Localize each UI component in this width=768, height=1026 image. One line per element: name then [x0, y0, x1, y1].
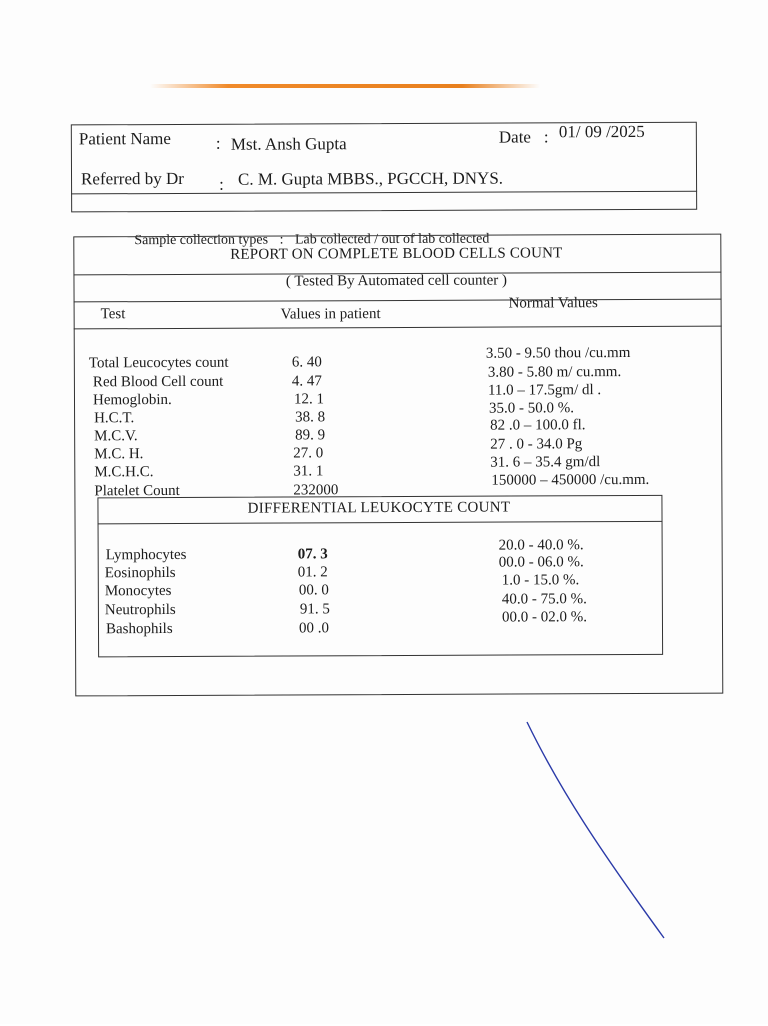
normal-range: 31. 6 – 35.4 gm/dl [490, 453, 600, 471]
test-value: 38. 8 [295, 408, 325, 426]
colon: : [219, 175, 224, 195]
test-value: 01. 2 [298, 563, 328, 581]
referred-label: Referred by Dr [81, 169, 184, 189]
normal-range: 20.0 - 40.0 %. [499, 536, 584, 554]
test-value: 91. 5 [300, 600, 330, 618]
colon: : [544, 127, 549, 147]
test-value: 6. 40 [292, 353, 322, 371]
column-test: Test [101, 306, 126, 323]
normal-range: 11.0 – 17.5gm/ dl . [488, 381, 601, 399]
normal-range: 3.50 - 9.50 thou /cu.mm [486, 344, 631, 363]
test-name: M.C.V. [94, 427, 138, 445]
differential-title: DIFFERENTIAL LEUKOCYTE COUNT [97, 499, 660, 518]
test-name: Red Blood Cell count [93, 373, 223, 392]
report-subtitle: ( Tested By Automated cell counter ) [73, 272, 719, 292]
normal-range: 00.0 - 02.0 %. [502, 608, 587, 626]
normal-range: 00.0 - 06.0 %. [499, 553, 584, 571]
test-name: Neutrophils [105, 601, 176, 619]
normal-range: 82 .0 – 100.0 fl. [490, 416, 585, 434]
test-value: 31. 1 [293, 462, 323, 480]
column-values: Values in patient [281, 306, 381, 323]
test-name: M.C. H. [94, 445, 143, 463]
test-name: Bashophils [106, 620, 173, 638]
test-name: Total Leucocytes count [89, 354, 229, 373]
test-value: 232000 [293, 481, 338, 499]
normal-range: 35.0 - 50.0 %. [489, 399, 574, 417]
date-label: Date [499, 127, 531, 147]
test-name: Monocytes [105, 582, 172, 600]
test-name: Eosinophils [105, 564, 176, 582]
test-value: 07. 3 [298, 545, 328, 563]
test-value: 27. 0 [293, 444, 323, 462]
test-name: H.C.T. [94, 409, 134, 427]
colon: : [216, 134, 221, 154]
referred-value: C. M. Gupta MBBS., PGCCH, DNYS. [238, 169, 503, 190]
pen-line [527, 722, 664, 938]
normal-range: 3.80 - 5.80 m/ cu.mm. [488, 363, 621, 382]
colon: : [280, 233, 284, 248]
test-value: 00 .0 [299, 619, 329, 637]
test-value: 12. 1 [294, 390, 324, 408]
test-name: Lymphocytes [106, 546, 187, 564]
test-value: 00. 0 [299, 581, 329, 599]
sample-label: Sample collection types [134, 233, 268, 249]
test-name: M.C.H.C. [94, 463, 153, 481]
sample-value: Lab collected / out of lab collected [295, 232, 489, 248]
test-name: Platelet Count [94, 482, 179, 500]
test-name: Hemoglobin. [93, 391, 172, 409]
column-normal: Normal Values [509, 295, 598, 312]
test-value: 4. 47 [292, 372, 322, 390]
date-value: 01/ 09 /2025 [559, 122, 645, 142]
report-title: REPORT ON COMPLETE BLOOD CELLS COUNT [73, 245, 719, 265]
normal-range: 27 . 0 - 34.0 Pg [490, 435, 582, 453]
normal-range: 40.0 - 75.0 %. [502, 590, 587, 608]
normal-range: 150000 – 450000 /cu.mm. [491, 471, 649, 490]
patient-name-label: Patient Name [79, 129, 171, 149]
test-value: 89. 9 [295, 426, 325, 444]
patient-name-value: Mst. Ansh Gupta [231, 134, 347, 155]
normal-range: 1.0 - 15.0 %. [502, 571, 580, 589]
